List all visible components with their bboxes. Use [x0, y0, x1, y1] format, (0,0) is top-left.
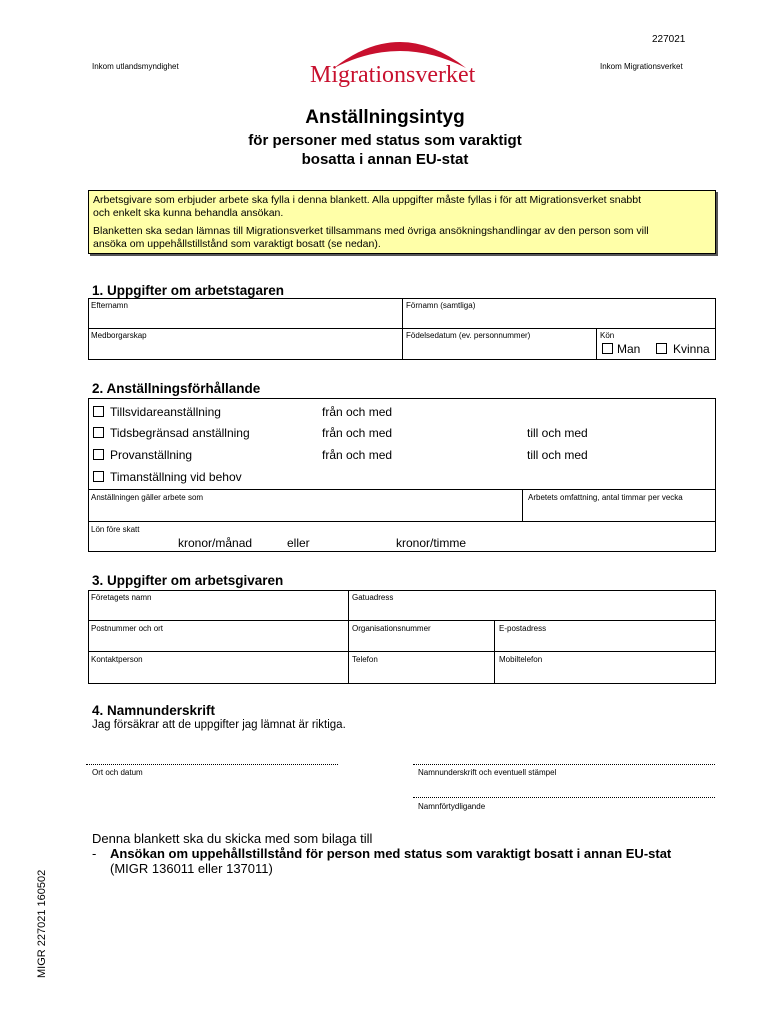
- epost-field[interactable]: [495, 633, 715, 650]
- foretagets-namn-field[interactable]: [89, 602, 347, 619]
- orgnr-field[interactable]: [349, 633, 493, 650]
- omfattning-label: Arbetets omfattning, antal timmar per vecka: [528, 493, 683, 502]
- fornamn-label: Förnamn (samtliga): [406, 301, 476, 310]
- ort-datum-field[interactable]: [86, 748, 338, 763]
- gatuadress-label: Gatuadress: [352, 593, 394, 602]
- provanstallning-till-label: till och med: [527, 448, 588, 462]
- info-text-1b: och enkelt ska kunna behandla ansökan.: [93, 207, 284, 219]
- footer-dash: -: [92, 846, 97, 861]
- section2-title: 2. Anställningsförhållande: [92, 381, 261, 396]
- efternamn-label: Efternamn: [91, 301, 128, 310]
- kvinna-checkbox[interactable]: [656, 343, 667, 354]
- tidsbegransad-fran-label: från och med: [322, 426, 393, 440]
- mobiltelefon-field[interactable]: [495, 664, 715, 683]
- mobiltelefon-label: Mobiltelefon: [499, 655, 543, 664]
- side-form-code: MIGR 227021 160502: [36, 869, 48, 978]
- provanstallning-checkbox[interactable]: [93, 449, 104, 460]
- orgnr-label: Organisationsnummer: [352, 624, 431, 633]
- telefon-field[interactable]: [349, 664, 493, 683]
- namnfortydligande-field[interactable]: [413, 781, 715, 796]
- galler-arbete-label: Anställningen gäller arbete som: [91, 493, 204, 502]
- tidsbegransad-checkbox[interactable]: [93, 427, 104, 438]
- provanstallning-fran-label: från och med: [322, 448, 393, 462]
- tillsvidare-fran-label: från och med: [322, 405, 393, 419]
- form-number: 227021: [652, 34, 686, 45]
- timanstallning-label: Timanställning vid behov: [110, 470, 242, 484]
- galler-arbete-field[interactable]: [89, 502, 521, 520]
- info-box: [88, 190, 716, 254]
- omfattning-field[interactable]: [523, 502, 715, 520]
- page-title: Anställningsintyg: [305, 107, 465, 128]
- intyg-text: Jag försäkrar att de uppgifter jag lämnat är riktiga.: [92, 719, 346, 731]
- postnummer-field[interactable]: [89, 633, 347, 650]
- section3-title: 3. Uppgifter om arbetsgivaren: [92, 573, 284, 588]
- info-text-1a: Arbetsgivare som erbjuder arbete ska fylla i denna blankett. Alla uppgifter måste fyllas i för att Migrationsverket snabbt: [93, 194, 642, 206]
- footer-intro: Denna blankett ska du skicka med som bilaga till: [92, 831, 373, 846]
- gatuadress-field[interactable]: [349, 602, 715, 619]
- medborgarskap-label: Medborgarskap: [91, 331, 147, 340]
- kontaktperson-label: Kontaktperson: [91, 655, 143, 664]
- migrationsverket-logo: Migrationsverket: [310, 62, 476, 88]
- medborgarskap-field[interactable]: [89, 340, 401, 359]
- fodelsedatum-label: Födelsedatum (ev. personnummer): [406, 331, 531, 340]
- lon-label: Lön före skatt: [91, 525, 140, 534]
- inkom-migrationsverket-label: Inkom Migrationsverket: [600, 62, 683, 71]
- fodelsedatum-field[interactable]: [403, 340, 595, 359]
- kronor-manad-label: kronor/månad: [178, 536, 253, 550]
- provanstallning-label: Provanställning: [110, 448, 193, 462]
- info-text-2b: ansöka om uppehållstillstånd som varaktigt bosatt (se nedan).: [93, 238, 381, 250]
- fornamn-field[interactable]: [403, 310, 715, 327]
- namnunderskrift-label: Namnunderskrift och eventuell stämpel: [418, 768, 557, 777]
- kvinna-label: Kvinna: [673, 342, 710, 356]
- tillsvidare-label: Tillsvidareanställning: [110, 405, 221, 419]
- postnummer-label: Postnummer och ort: [91, 624, 164, 633]
- inkom-utlandsmyndighet-label: Inkom utlandsmyndighet: [92, 62, 179, 71]
- kronor-timme-label: kronor/timme: [396, 536, 467, 550]
- eller-label: eller: [287, 536, 310, 550]
- footer-form-codes: (MIGR 136011 eller 137011): [110, 861, 273, 876]
- namnunderskrift-field[interactable]: [413, 748, 715, 763]
- tidsbegransad-label: Tidsbegränsad anställning: [110, 426, 250, 440]
- man-label: Man: [617, 342, 641, 356]
- section4-title: 4. Namnunderskrift: [92, 703, 216, 718]
- kontaktperson-field[interactable]: [89, 664, 347, 683]
- footer-application-name: Ansökan om uppehållstillstånd för person med status som varaktigt bosatt i annan EU-stat: [110, 846, 672, 861]
- tidsbegransad-till-label: till och med: [527, 426, 588, 440]
- info-text-2a: Blanketten ska sedan lämnas till Migrationsverket tillsammans med övriga ansökningshandlingar av den person som vill: [93, 225, 649, 237]
- epost-label: E-postadress: [499, 624, 547, 633]
- foretagets-namn-label: Företagets namn: [91, 593, 152, 602]
- namnfortydligande-label: Namnförtydligande: [418, 802, 486, 811]
- tillsvidare-checkbox[interactable]: [93, 406, 104, 417]
- ort-datum-label: Ort och datum: [92, 768, 143, 777]
- kon-label: Kön: [600, 331, 615, 340]
- section1-title: 1. Uppgifter om arbetstagaren: [92, 283, 285, 298]
- efternamn-field[interactable]: [89, 310, 401, 327]
- page-subtitle-line2: bosatta i annan EU-stat: [301, 151, 469, 168]
- telefon-label: Telefon: [352, 655, 378, 664]
- man-checkbox[interactable]: [602, 343, 613, 354]
- page-subtitle-line1: för personer med status som varaktigt: [248, 132, 522, 149]
- timanstallning-checkbox[interactable]: [93, 471, 104, 482]
